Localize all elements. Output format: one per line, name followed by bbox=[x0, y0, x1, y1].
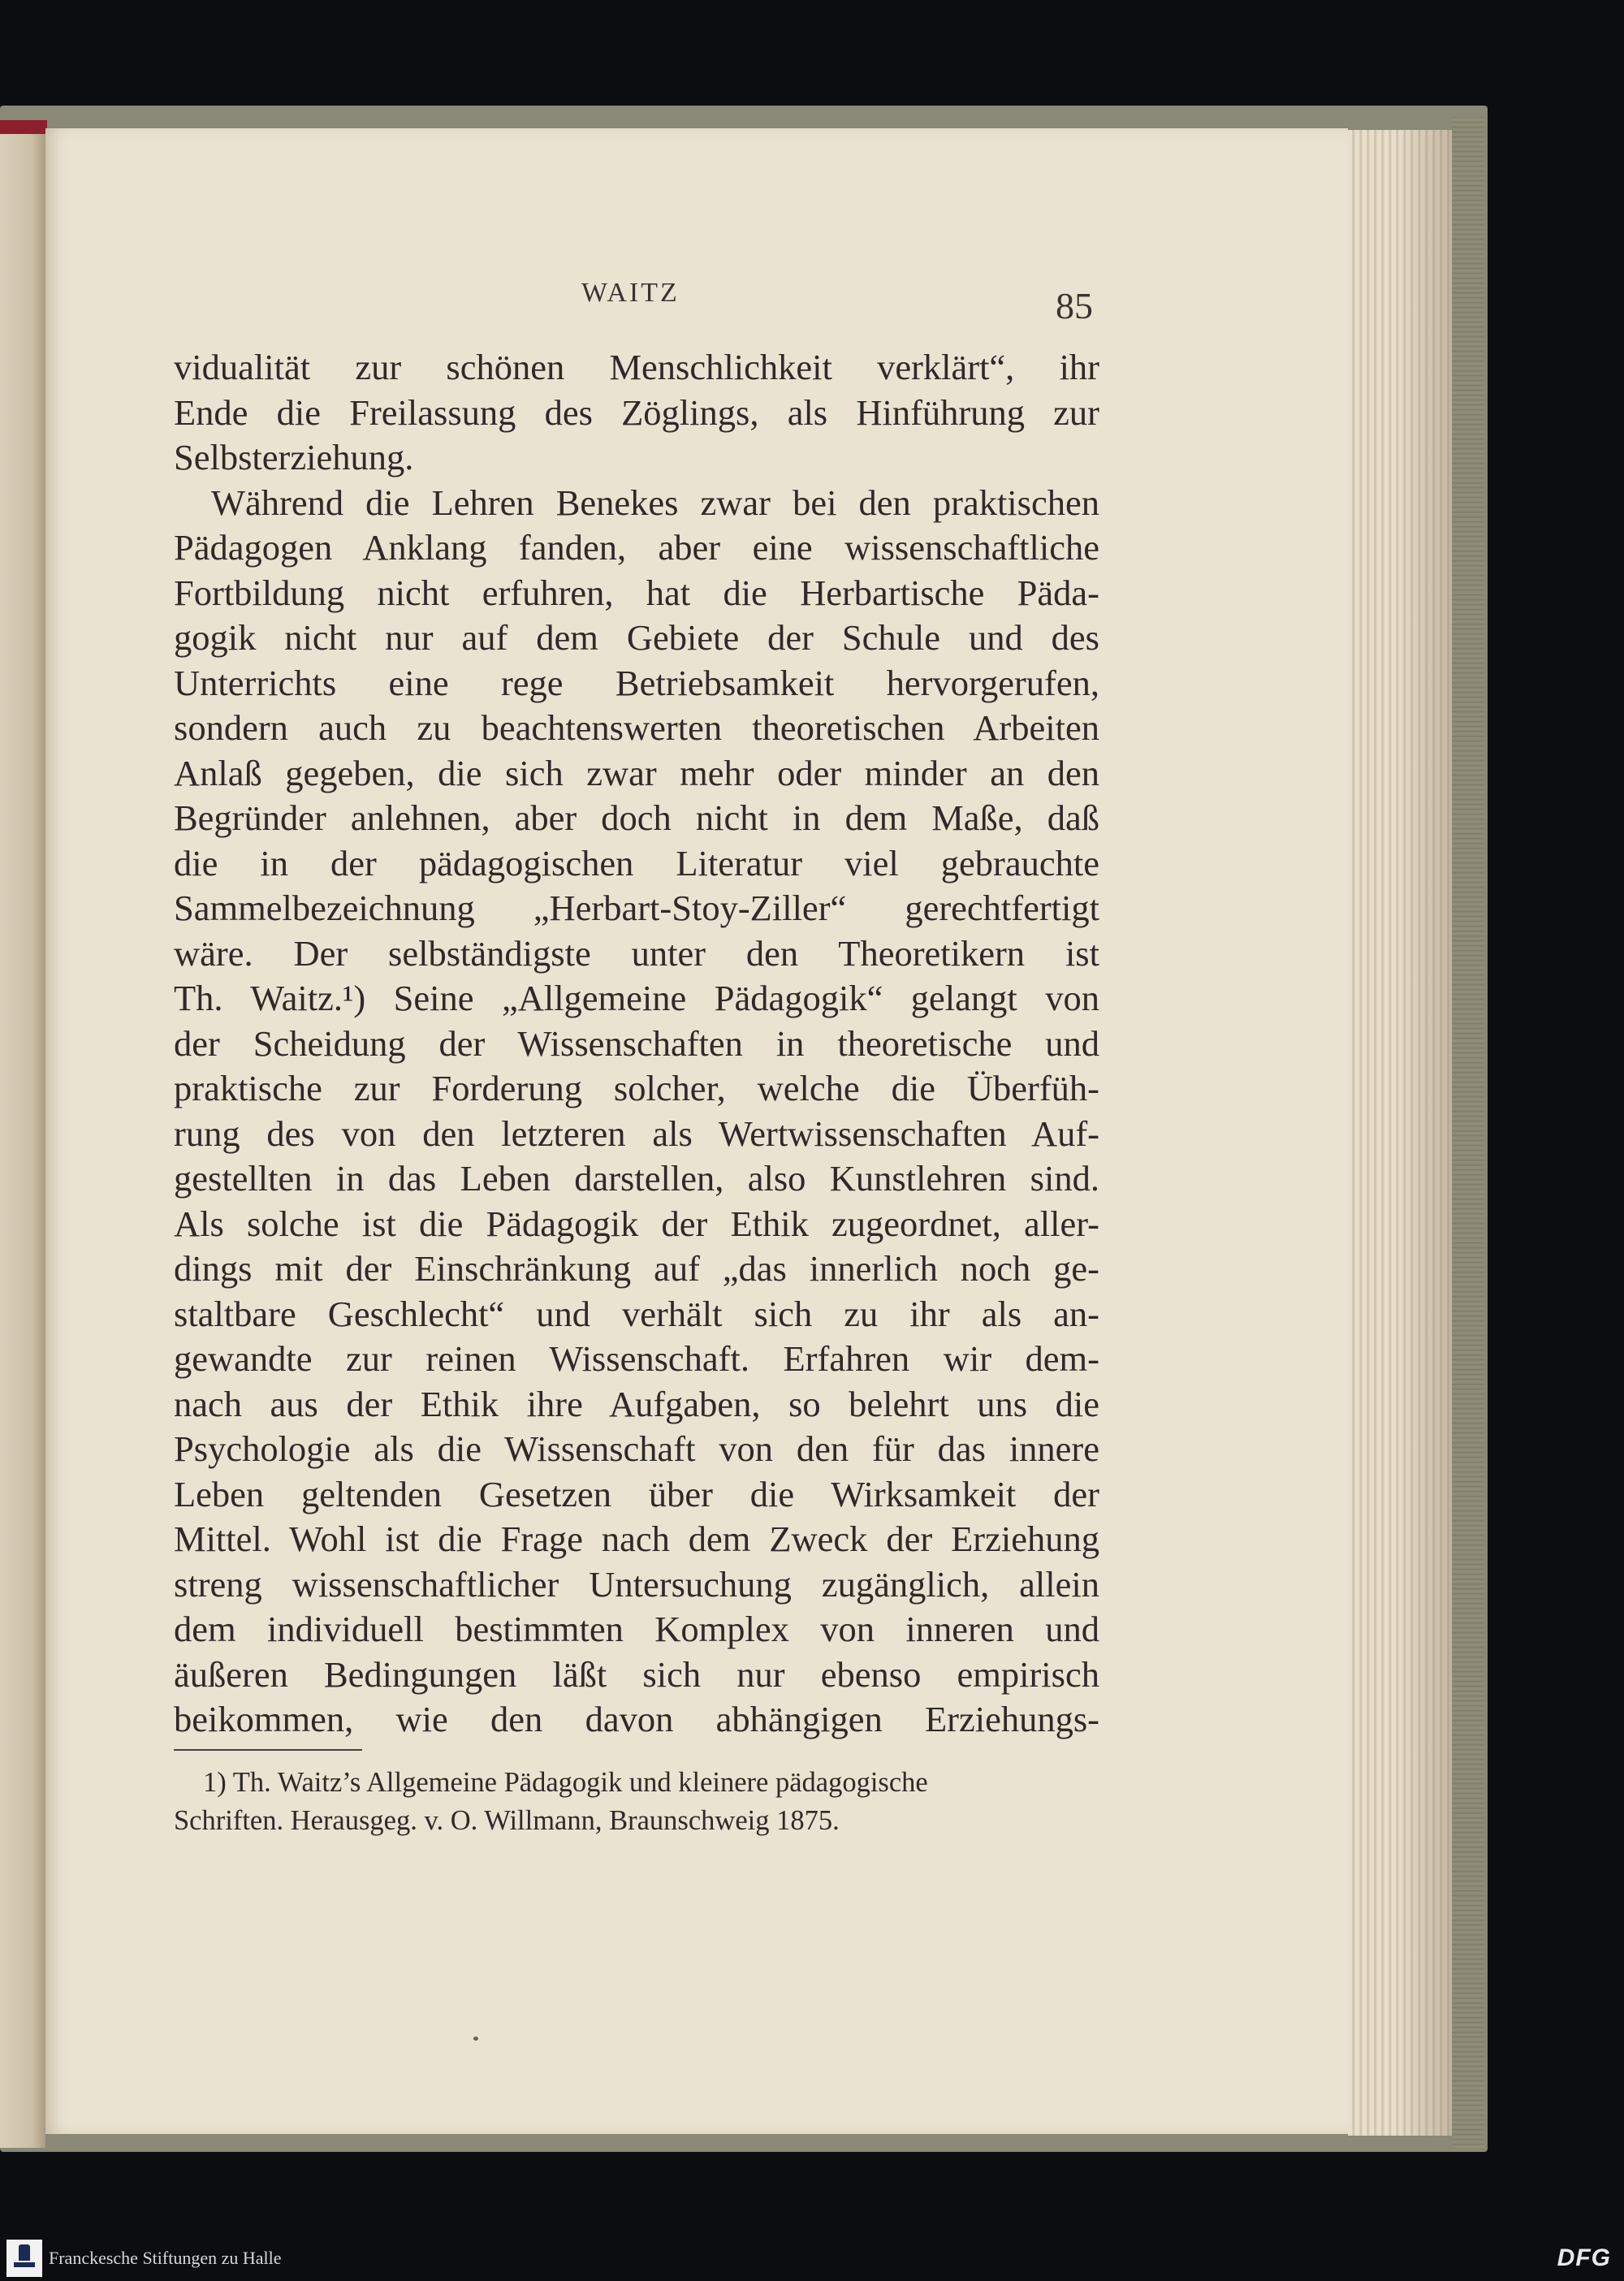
paper-speck bbox=[473, 2037, 478, 2041]
footnote-line: 1) Th. Waitz’s Allgemeine Pädagogik und kleinere pädagogische bbox=[203, 1767, 928, 1798]
running-head-title: WAITZ bbox=[581, 278, 680, 308]
text-line: gestellten in das Leben darstellen, also Kunstlehren sind. bbox=[174, 1158, 1099, 1199]
text-line: der Scheidung der Wissenschaften in theoretische und bbox=[174, 1022, 1099, 1064]
text-line: Während die Lehren Benekes zwar bei den praktischen bbox=[211, 482, 1099, 523]
left-page-edge bbox=[0, 134, 45, 2148]
text-line: Psychologie als die Wissenschaft von den für das innere bbox=[174, 1428, 1099, 1469]
text-line: nach aus der Ethik ihre Aufgaben, so belehrt uns die bbox=[174, 1383, 1099, 1424]
institution-logo-icon bbox=[6, 2240, 42, 2277]
text-line: Fortbildung nicht erfuhren, hat die Herbartische Päda- bbox=[174, 572, 1099, 613]
text-line: Pädagogen Anklang fanden, aber eine wissenschaftliche bbox=[174, 527, 1099, 568]
text-line: dings mit der Einschränkung auf „das innerlich noch ge- bbox=[174, 1248, 1099, 1289]
dfg-logo: DFG bbox=[1557, 2244, 1611, 2271]
text-line: staltbare Geschlecht“ und verhält sich zu ihr als an- bbox=[174, 1293, 1099, 1334]
text-line: Als solche ist die Pädagogik der Ethik zugeordnet, aller- bbox=[174, 1203, 1099, 1244]
main-text bbox=[174, 345, 1099, 1743]
text-line: gewandte zur reinen Wissenschaft. Erfahren wir dem- bbox=[174, 1338, 1099, 1379]
running-head bbox=[45, 268, 1348, 326]
text-line: Anlaß gegeben, die sich zwar mehr oder minder an den bbox=[174, 752, 1099, 793]
footnote-line: Schriften. Herausgeg. v. O. Willmann, Braunschweig 1875. bbox=[174, 1805, 840, 1836]
text-line: praktische zur Forderung solcher, welche die Überfüh- bbox=[174, 1068, 1099, 1108]
text-line: Leben geltenden Gesetzen über die Wirksamkeit der bbox=[174, 1473, 1099, 1514]
text-line: streng wissenschaftlicher Untersuchung zugänglich, allein bbox=[174, 1563, 1099, 1605]
text-line: sondern auch zu beachtenswerten theoretischen Arbeiten bbox=[174, 707, 1099, 748]
text-line: die in der pädagogischen Literatur viel gebrauchte bbox=[174, 842, 1099, 883]
text-line: Begründer anlehnen, aber doch nicht in dem Maße, daß bbox=[174, 797, 1099, 838]
text-line: dem individuell bestimmten Komplex von inneren und bbox=[174, 1609, 1099, 1649]
text-line: Th. Waitz.¹) Seine „Allgemeine Pädagogik“ gelangt von bbox=[174, 978, 1099, 1018]
text-line: Unterrichts eine rege Betriebsamkeit hervorgerufen, bbox=[174, 662, 1099, 703]
back-board bbox=[1452, 118, 1484, 2148]
footnote-rule bbox=[174, 1749, 362, 1751]
footer-credit: Franckesche Stiftungen zu Halle bbox=[49, 2248, 282, 2268]
text-line: rung des von den letzteren als Wertwissenschaften Auf- bbox=[174, 1112, 1099, 1154]
text-line: vidualität zur schönen Menschlichkeit verklärt“, ihr bbox=[174, 347, 1099, 387]
text-line: Mittel. Wohl ist die Frage nach dem Zweck der Erziehung bbox=[174, 1519, 1099, 1559]
text-line: gogik nicht nur auf dem Gebiete der Schule und des bbox=[174, 617, 1099, 658]
text-line: äußeren Bedingungen läßt sich nur ebenso empirisch bbox=[174, 1653, 1099, 1695]
text-line: beikommen, wie den davon abhängigen Erziehungs- bbox=[174, 1699, 1099, 1739]
footnote bbox=[174, 1764, 1099, 1840]
text-line: Sammelbezeichnung „Herbart-Stoy-Ziller“ gerechtfertigt bbox=[174, 888, 1099, 928]
text-line: wäre. Der selbständigste unter den Theoretikern ist bbox=[174, 932, 1099, 974]
text-line: Selbsterziehung. bbox=[174, 437, 414, 477]
page-number: 85 bbox=[1056, 285, 1093, 326]
text-line: Ende die Freilassung des Zöglings, als Hinführung zur bbox=[174, 391, 1099, 433]
page-stack-shadow bbox=[1397, 130, 1452, 2136]
